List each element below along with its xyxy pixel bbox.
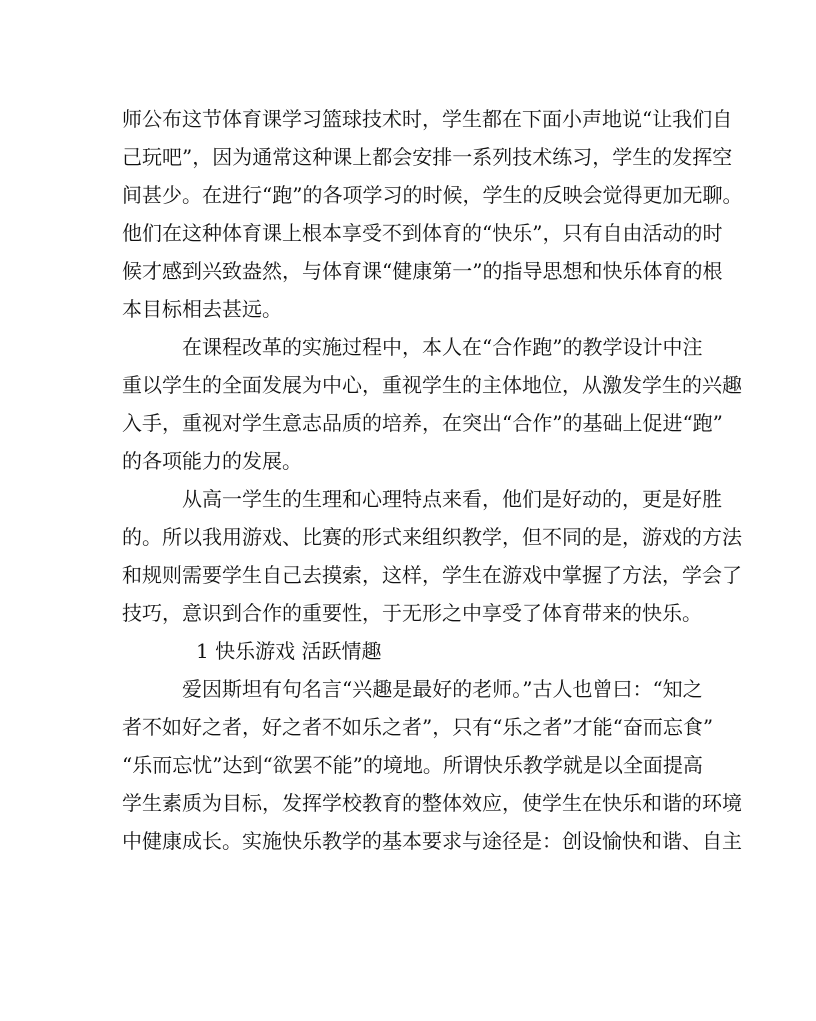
paragraph-1 [122,100,743,328]
paragraph-line: 重以学生的全面发展为中心，重视学生的主体地位，从激发学生的兴趣 [122,373,742,397]
paragraph-2 [122,328,742,480]
paragraph-line: 学生素质为目标，发挥学校教育的整体效应，使学生在快乐和谐的环境 [122,791,742,815]
paragraph-line: 从高一学生的生理和心理特点来看，他们是好动的，更是好胜 [182,487,722,511]
paragraph-line: 的。所以我用游戏、比赛的形式来组织教学，但不同的是，游戏的方法 [122,525,742,549]
paragraph-line: 中健康成长。实施快乐教学的基本要求与途径是：创设愉快和谐、自主 [122,829,742,853]
paragraph-line: 候才感到兴致盎然，与体育课“健康第一”的指导思想和快乐体育的根 [122,259,723,283]
paragraph-line: 在课程改革的实施过程中，本人在“合作跑”的教学设计中注 [182,335,703,359]
paragraph-line: 间甚少。在进行“跑”的各项学习的时候，学生的反映会觉得更加无聊。 [122,183,743,207]
paragraph-line: 他们在这种体育课上根本享受不到体育的“快乐”，只有自由活动的时 [122,221,723,245]
document-body [122,100,743,860]
paragraph-line: 己玩吧”，因为通常这种课上都会安排一系列技术练习，学生的发挥空 [122,145,733,169]
paragraph-line: 爱因斯坦有句名言“兴趣是最好的老师。”古人也曾曰：“知之 [182,677,703,701]
paragraph-line: 入手，重视对学生意志品质的培养，在突出“合作”的基础上促进“跑” [122,411,723,435]
paragraph-line: “乐而忘忧”达到“欲罢不能”的境地。所谓快乐教学就是以全面提高 [122,753,703,777]
paragraph-line: 和规则需要学生自己去摸索，这样，学生在游戏中掌握了方法，学会了 [122,563,742,587]
paragraph-line: 本目标相去甚远。 [122,297,282,321]
paragraph-line: 的各项能力的发展。 [122,449,302,473]
paragraph-line: 技巧，意识到合作的重要性，于无形之中享受了体育带来的快乐。 [122,601,702,625]
paragraph-4 [122,670,742,860]
section-heading-text: 1 快乐游戏 活跃情趣 [196,639,382,663]
paragraph-line: 者不如好之者，好之者不如乐之者”，只有“乐之者”才能“奋而忘食” [122,715,714,739]
paragraph-line: 师公布这节体育课学习篮球技术时，学生都在下面小声地说“让我们自 [122,107,733,131]
paragraph-3 [122,480,742,632]
section-heading [122,632,702,670]
